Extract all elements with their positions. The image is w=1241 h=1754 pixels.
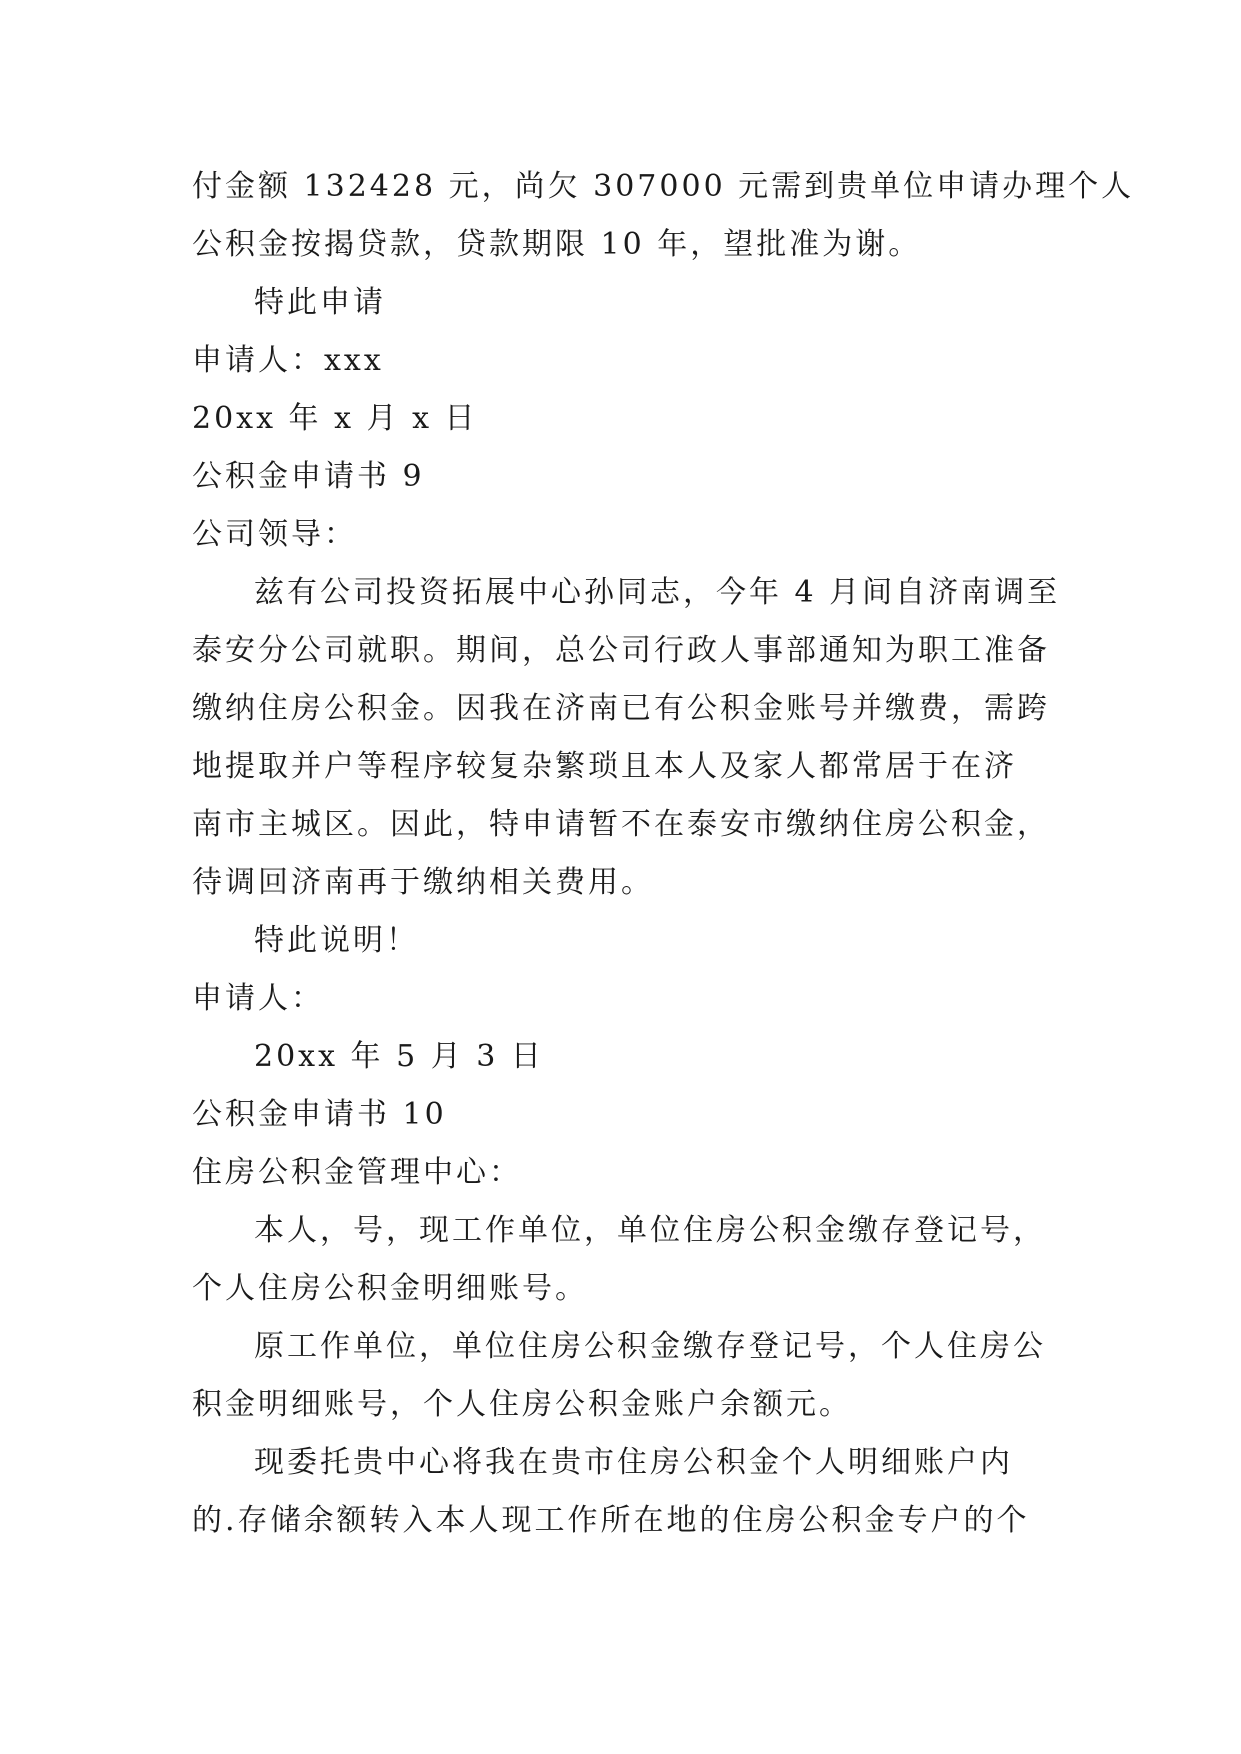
text-line: 的.存储余额转入本人现工作所在地的住房公积金专户的个: [192, 1503, 1030, 1538]
text-line: 缴纳住房公积金。因我在济南已有公积金账号并缴费，需跨: [192, 691, 1050, 726]
text-line: 现委托贵中心将我在贵市住房公积金个人明细账户内: [254, 1445, 1013, 1480]
section-title: 公积金申请书 9: [192, 459, 425, 494]
salutation: 公司领导：: [192, 517, 357, 552]
text-line: 南市主城区。因此，特申请暂不在泰安市缴纳住房公积金，: [192, 807, 1050, 842]
text-line: 本人，号，现工作单位，单位住房公积金缴存登记号，: [254, 1213, 1046, 1248]
document-body: [192, 158, 1135, 1550]
closing-line: 特此说明！: [254, 923, 419, 958]
text-line: 地提取并户等程序较复杂繁琐且本人及家人都常居于在济: [192, 749, 1017, 784]
date-line: 20xx 年 5 月 3 日: [254, 1039, 544, 1074]
text-line: 泰安分公司就职。期间，总公司行政人事部通知为职工准备: [192, 633, 1050, 668]
applicant-line: 申请人：xxx: [192, 343, 384, 378]
text-line: 积金明细账号，个人住房公积金账户余额元。: [192, 1387, 852, 1422]
text-line: 个人住房公积金明细账号。: [192, 1271, 588, 1306]
applicant-line: 申请人：: [192, 981, 324, 1016]
date-line: 20xx 年 x 月 x 日: [192, 401, 478, 436]
text-line: 付金额 132428 元，尚欠 307000 元需到贵单位申请办理个人: [192, 169, 1135, 204]
text-line: 公积金按揭贷款，贷款期限 10 年，望批准为谢。: [192, 227, 922, 262]
text-line: 原工作单位，单位住房公积金缴存登记号，个人住房公: [254, 1329, 1046, 1364]
text-line: 待调回济南再于缴纳相关费用。: [192, 865, 654, 900]
salutation: 住房公积金管理中心：: [192, 1155, 522, 1190]
section-title: 公积金申请书 10: [192, 1097, 447, 1132]
closing-line: 特此申请: [254, 285, 386, 320]
text-line: 兹有公司投资拓展中心孙同志，今年 4 月间自济南调至: [254, 575, 1061, 610]
